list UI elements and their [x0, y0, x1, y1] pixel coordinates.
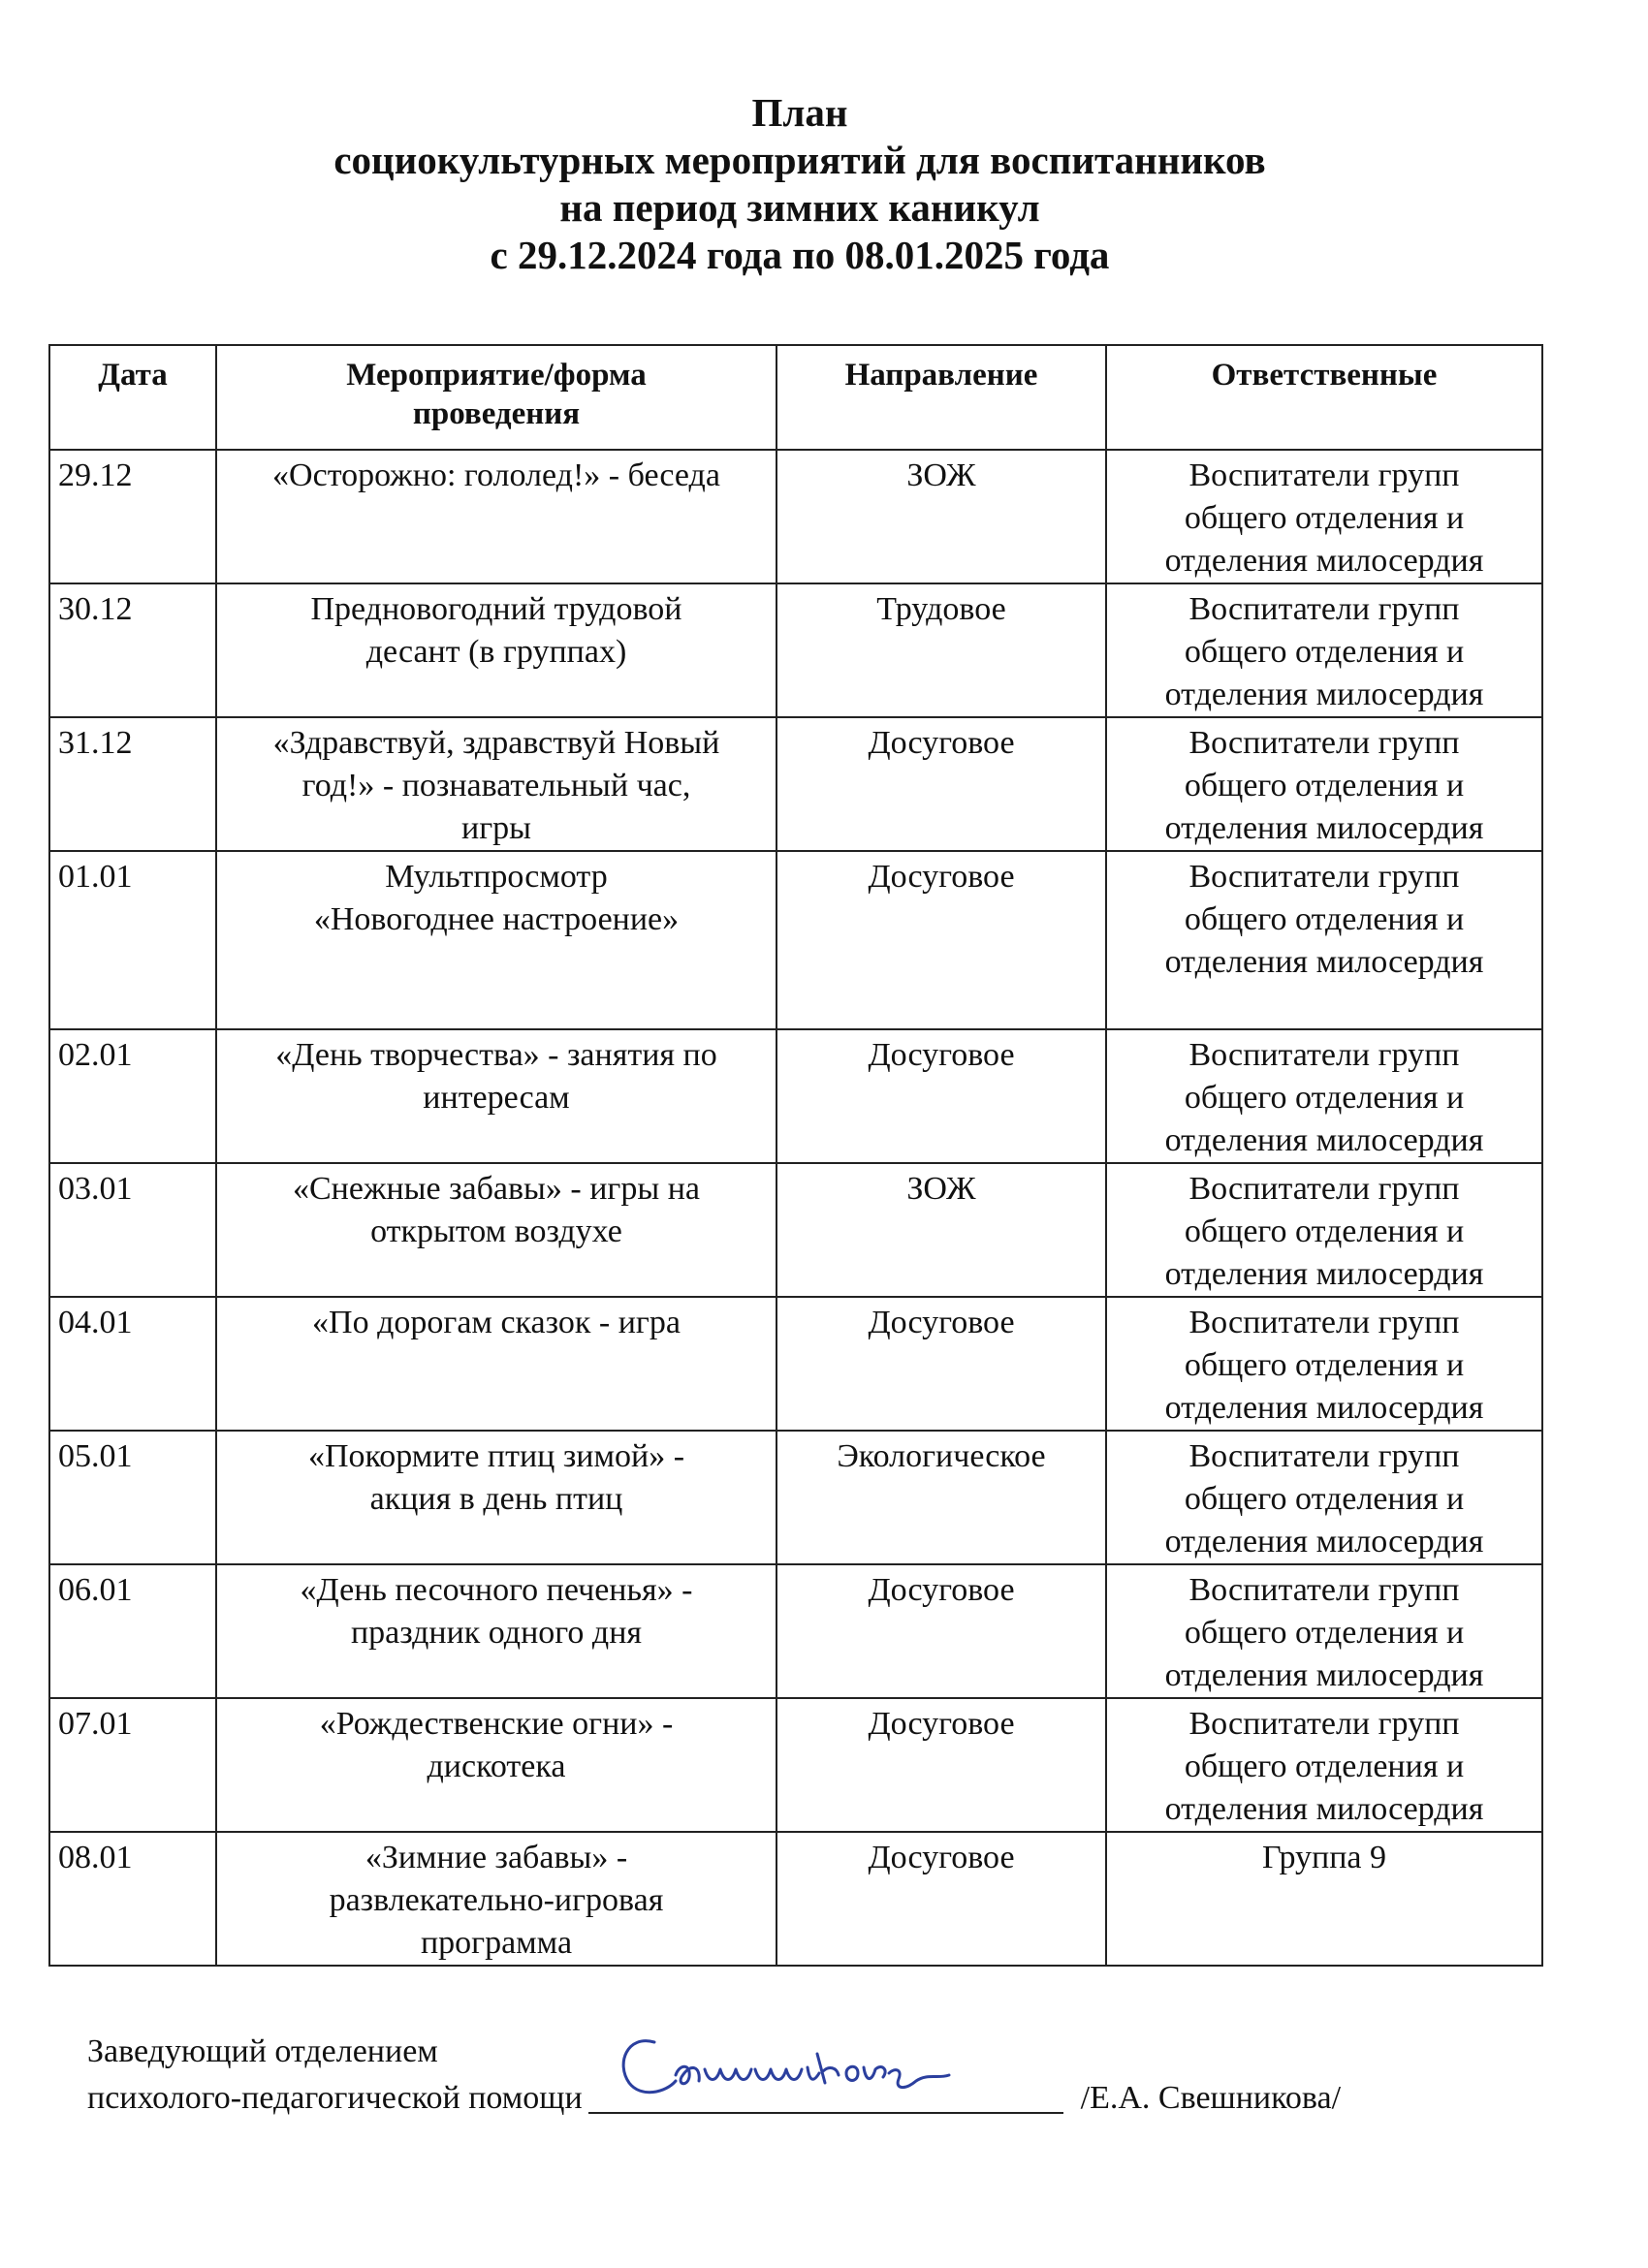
cell-date: 31.12: [49, 717, 216, 851]
table-row: [49, 450, 1542, 583]
title-line-1: План: [751, 90, 848, 135]
table-row: [49, 583, 1542, 717]
table-row: [49, 1832, 1542, 1966]
signature-block: [87, 2031, 1341, 2120]
cell-responsible: Воспитатели групп общего отделения и отделения милосердия: [1106, 1297, 1542, 1431]
handwritten-signature: [608, 2025, 957, 2112]
cell-direction: Досуговое: [776, 1029, 1106, 1163]
title-line-3: на период зимних каникул: [559, 185, 1040, 230]
cell-event: «Снежные забавы» - игры на открытом воздухе: [216, 1163, 776, 1297]
cell-date: 06.01: [49, 1564, 216, 1698]
table-row: [49, 1297, 1542, 1431]
header-direction: Направление: [776, 345, 1106, 450]
table-row: [49, 851, 1542, 1029]
cell-event: «Осторожно: гололед!» - беседа: [216, 450, 776, 583]
cell-date: 07.01: [49, 1698, 216, 1832]
cell-responsible: Воспитатели групп общего отделения и отделения милосердия: [1106, 717, 1542, 851]
cell-event: «По дорогам сказок - игра: [216, 1297, 776, 1431]
signature-line: [588, 2073, 1063, 2114]
cell-responsible: Воспитатели групп общего отделения и отделения милосердия: [1106, 450, 1542, 583]
cell-direction: ЗОЖ: [776, 450, 1106, 583]
cell-responsible: Воспитатели групп общего отделения и отделения милосердия: [1106, 1698, 1542, 1832]
header-event: Мероприятие/форма проведения: [216, 345, 776, 450]
cell-responsible: Группа 9: [1106, 1832, 1542, 1966]
cell-direction: Досуговое: [776, 1564, 1106, 1698]
cell-date: 29.12: [49, 450, 216, 583]
position-line-2: психолого-педагогической помощи: [87, 2080, 583, 2116]
cell-date: 08.01: [49, 1832, 216, 1966]
cell-event: «Здравствуй, здравствуй Новый год!» - познавательный час, игры: [216, 717, 776, 851]
cell-responsible: Воспитатели групп общего отделения и отделения милосердия: [1106, 1163, 1542, 1297]
events-plan-table: [48, 344, 1543, 1967]
title-line-4: с 29.12.2024 года по 08.01.2025 года: [490, 233, 1110, 277]
cell-direction: Досуговое: [776, 717, 1106, 851]
cell-event: «Рождественские огни» - дискотека: [216, 1698, 776, 1832]
table-header-row: [49, 345, 1542, 450]
table-row: [49, 1163, 1542, 1297]
cell-date: 30.12: [49, 583, 216, 717]
cell-direction: Трудовое: [776, 583, 1106, 717]
position-line-1: Заведующий отделением: [87, 2033, 438, 2069]
cell-responsible: Воспитатели групп общего отделения и отделения милосердия: [1106, 851, 1542, 1029]
cell-date: 03.01: [49, 1163, 216, 1297]
table-row: [49, 717, 1542, 851]
cell-direction: Экологическое: [776, 1431, 1106, 1564]
document-title: [0, 89, 1600, 279]
cell-event: «Зимние забавы» - развлекательно-игровая программа: [216, 1832, 776, 1966]
cell-date: 02.01: [49, 1029, 216, 1163]
cell-date: 01.01: [49, 851, 216, 1029]
table-row: [49, 1029, 1542, 1163]
cell-responsible: Воспитатели групп общего отделения и отделения милосердия: [1106, 1029, 1542, 1163]
table-row: [49, 1564, 1542, 1698]
cell-responsible: Воспитатели групп общего отделения и отделения милосердия: [1106, 1564, 1542, 1698]
cell-event: «Покормите птиц зимой» - акция в день птиц: [216, 1431, 776, 1564]
cell-event: Мультпросмотр «Новогоднее настроение»: [216, 851, 776, 1029]
header-date: Дата: [49, 345, 216, 450]
responsible-name: /Е.А. Свешникова/: [1080, 2080, 1342, 2116]
cell-direction: Досуговое: [776, 1297, 1106, 1431]
table-row: [49, 1698, 1542, 1832]
header-responsible: Ответственные: [1106, 345, 1542, 450]
cell-direction: Досуговое: [776, 1832, 1106, 1966]
cell-event: «День песочного печенья» - праздник одного дня: [216, 1564, 776, 1698]
title-line-2: социокультурных мероприятий для воспитанников: [333, 138, 1266, 182]
cell-event: Предновогодний трудовой десант (в группах): [216, 583, 776, 717]
cell-direction: ЗОЖ: [776, 1163, 1106, 1297]
cell-responsible: Воспитатели групп общего отделения и отделения милосердия: [1106, 1431, 1542, 1564]
cell-direction: Досуговое: [776, 1698, 1106, 1832]
cell-date: 05.01: [49, 1431, 216, 1564]
cell-responsible: Воспитатели групп общего отделения и отделения милосердия: [1106, 583, 1542, 717]
cell-date: 04.01: [49, 1297, 216, 1431]
cell-event: «День творчества» - занятия по интересам: [216, 1029, 776, 1163]
table-row: [49, 1431, 1542, 1564]
cell-direction: Досуговое: [776, 851, 1106, 1029]
